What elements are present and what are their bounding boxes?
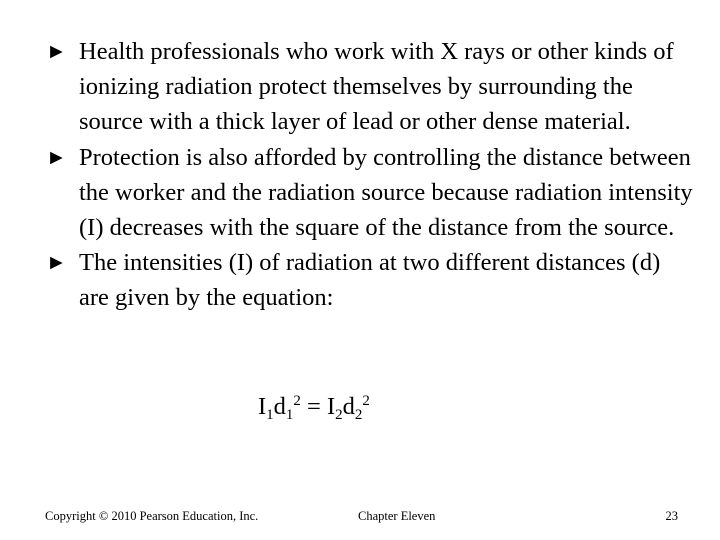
bullet-item: [46, 34, 696, 140]
equation-intensity-1: I: [258, 393, 267, 420]
footer-copyright: Copyright © 2010 Pearson Education, Inc.: [45, 509, 259, 523]
bullet-item: [46, 245, 696, 315]
bullet-arrow-icon: ►: [46, 250, 67, 275]
equation-subscript: 2: [354, 407, 363, 423]
equation-intensity-2: I: [327, 393, 336, 420]
equation-distance-2: d: [342, 393, 355, 420]
footer-chapter: Chapter Eleven: [358, 509, 436, 523]
bullet-item: [46, 140, 696, 246]
equation-equals: =: [300, 393, 327, 420]
equation-subscript: 2: [335, 407, 343, 423]
bullet-arrow-icon: ►: [46, 144, 67, 169]
slide-bullets: [46, 34, 696, 316]
intensity-distance-equation: [258, 392, 370, 422]
equation-exponent: 2: [293, 393, 301, 409]
bullet-text: Health professionals who work with X rays or other kinds of ionizing radiation protect themselves by surrounding the source with a thick layer of lead or other dense material.: [79, 38, 674, 136]
bullet-arrow-icon: ►: [46, 39, 67, 63]
footer-page-number: 23: [665, 509, 678, 523]
equation-distance-1: d: [273, 393, 286, 420]
bullet-text: Protection is also afforded by controlling the distance between the worker and the radiation source because radiation intensity (I) decreases with the square of the distance from the source.: [79, 143, 693, 242]
equation-subscript: 1: [266, 407, 274, 423]
bullet-text: The intensities (I) of radiation at two different distances (d) are given by the equation:: [79, 249, 661, 312]
equation-exponent: 2: [362, 393, 370, 409]
equation-subscript: 1: [285, 407, 294, 423]
